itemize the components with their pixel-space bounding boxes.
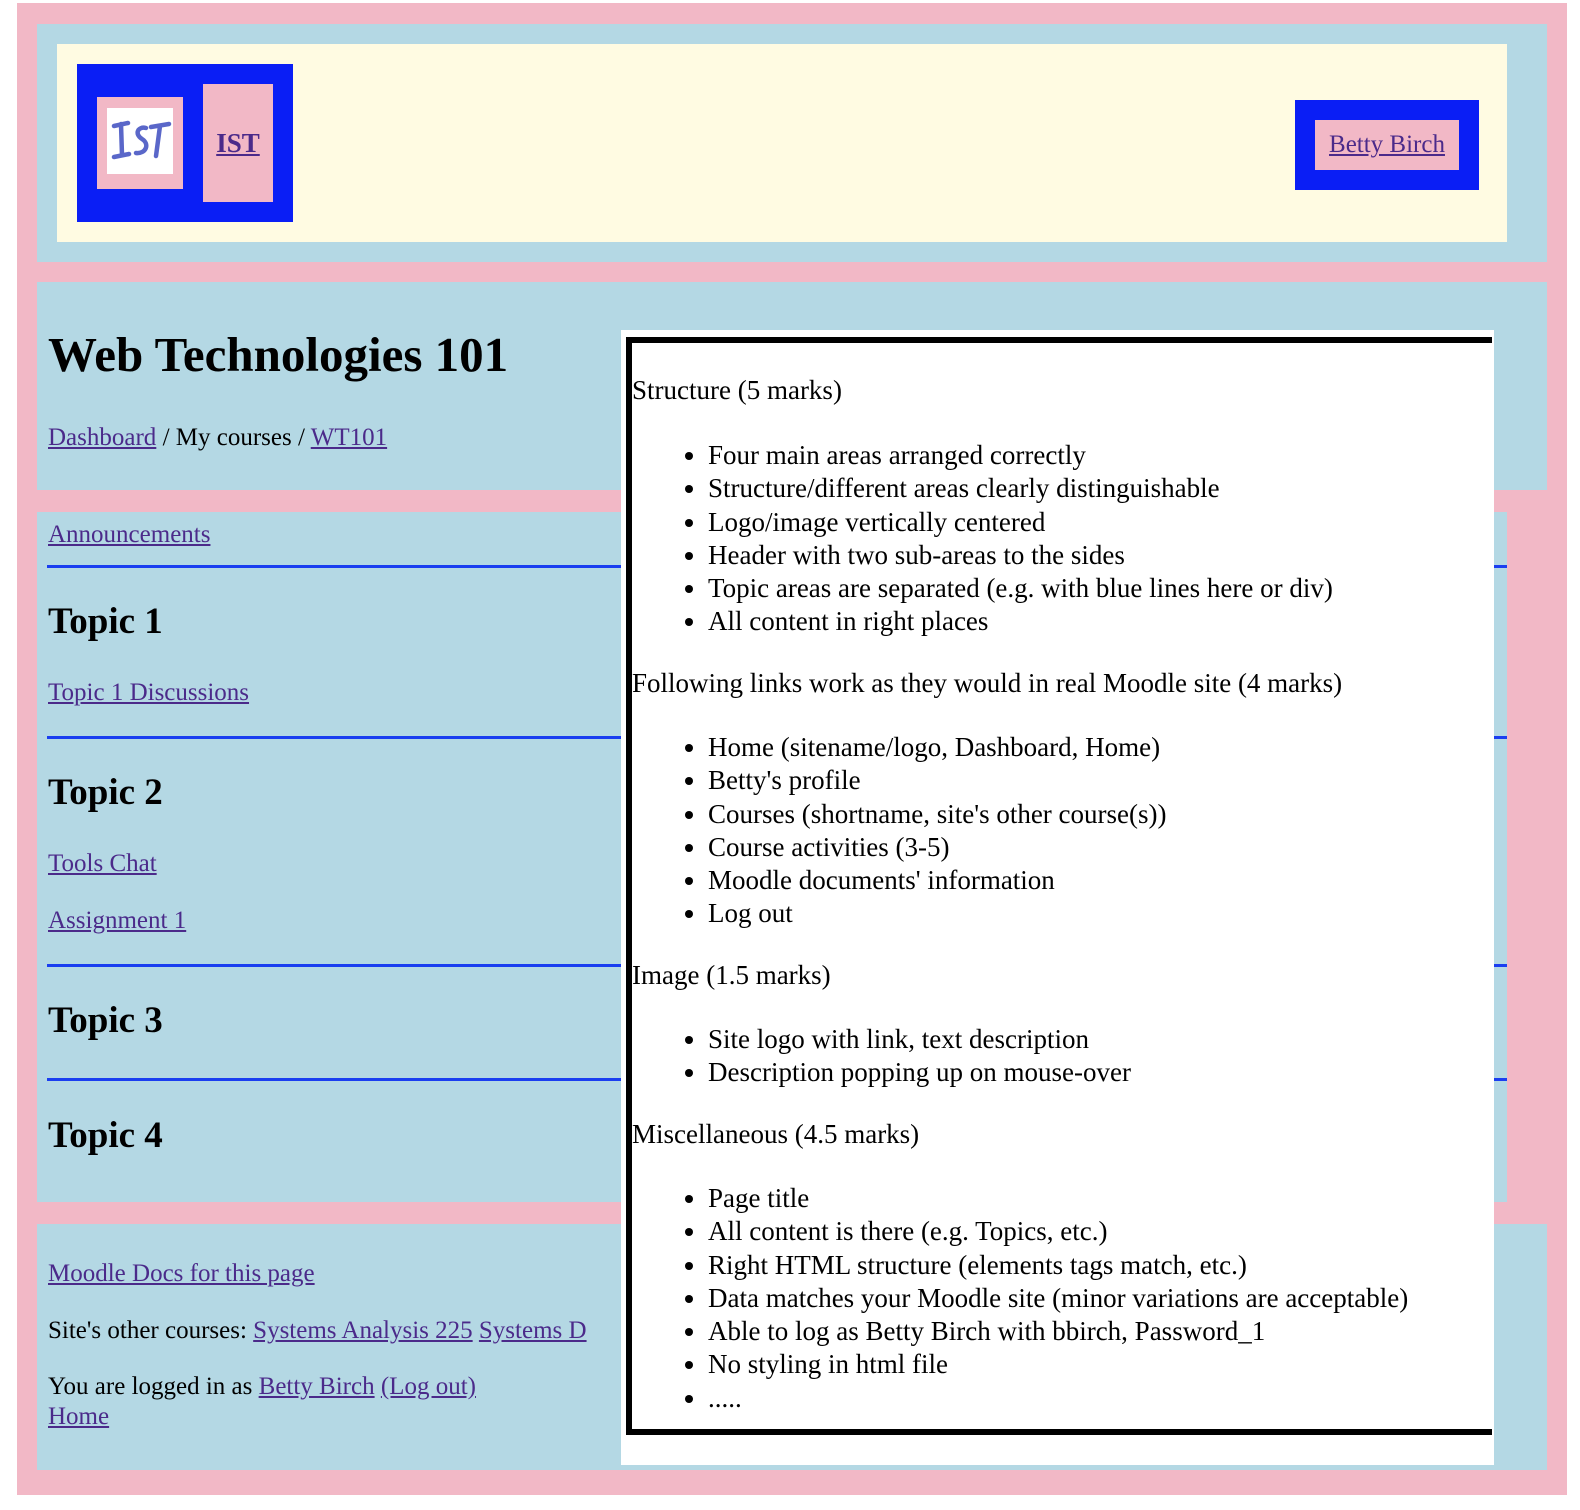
rubric-heading-structure: Structure (5 marks) <box>632 375 842 405</box>
rubric-item: • Home (sitename/logo, Dashboard, Home) <box>708 731 1167 764</box>
rubric-item: • Able to log as Betty Birch with bbirch, Password_1 <box>708 1315 1408 1348</box>
breadcrumb-course-link[interactable]: WT101 <box>310 424 388 451</box>
page-title: Web Technologies 101 <box>48 327 509 382</box>
sitename-box <box>203 84 273 202</box>
rubric-list-misc <box>632 1182 1408 1415</box>
other-courses-line <box>48 1317 587 1345</box>
rubric-item: • Betty's profile <box>708 764 1167 797</box>
breadcrumb-my-courses: My courses <box>175 424 292 451</box>
moodle-docs-link[interactable]: Moodle Docs for this page <box>48 1260 315 1287</box>
logged-in-prefix: You are logged in as <box>48 1373 259 1400</box>
logged-in-line <box>48 1373 476 1401</box>
rubric-item: • Course activities (3-5) <box>708 831 1167 864</box>
rubric-list-image <box>632 1023 1131 1090</box>
other-courses-label: Site's other courses: <box>48 1317 254 1344</box>
header-inner <box>57 44 1507 242</box>
topic-1-discussions-link[interactable]: Topic 1 Discussions <box>48 679 250 706</box>
rubric-item: • All content is there (e.g. Topics, etc.) <box>708 1215 1408 1248</box>
rubric-item: • Topic areas are separated (e.g. with blue lines here or div) <box>708 572 1333 605</box>
rubric-item: • No styling in html file <box>708 1348 1408 1381</box>
topic-3-title: Topic 3 <box>48 1000 163 1041</box>
marking-rubric <box>626 337 1492 1435</box>
header-band <box>37 24 1547 262</box>
course-link-systems-d[interactable]: Systems D <box>478 1317 587 1344</box>
user-profile-link[interactable]: Betty Birch <box>1329 131 1445 158</box>
topic-2-title: Topic 2 <box>48 772 163 813</box>
rubric-item: • Site logo with link, text description <box>708 1023 1131 1056</box>
rubric-item: • Right HTML structure (elements tags match, etc.) <box>708 1249 1408 1282</box>
rubric-list-links <box>632 731 1167 931</box>
rubric-item: • Description popping up on mouse-over <box>708 1056 1131 1089</box>
rubric-heading-image: Image (1.5 marks) <box>632 960 831 990</box>
user-link-wrap <box>1315 120 1459 170</box>
breadcrumb-dashboard-link[interactable]: Dashboard <box>48 424 157 451</box>
rubric-item: • Moodle documents' information <box>708 864 1167 897</box>
rubric-item: • All content in right places <box>708 605 1333 638</box>
course-link-systems-analysis[interactable]: Systems Analysis 225 <box>253 1317 473 1344</box>
home-link[interactable]: Home <box>48 1403 110 1430</box>
rubric-item: • Four main areas arranged correctly <box>708 439 1333 472</box>
rubric-list-structure <box>632 439 1333 639</box>
sitename-link[interactable]: IST <box>216 127 260 158</box>
rubric-item: • Courses (shortname, site's other course(s)) <box>708 798 1167 831</box>
rubric-item: • Structure/different areas clearly distinguishable <box>708 472 1333 505</box>
breadcrumb <box>48 424 387 452</box>
rubric-item: • Log out <box>708 897 1167 930</box>
rubric-item: • Header with two sub-areas to the sides <box>708 539 1333 572</box>
marking-rubric-panel <box>621 330 1494 1465</box>
rubric-heading-misc: Miscellaneous (4.5 marks) <box>632 1119 920 1149</box>
breadcrumb-separator: / <box>291 424 311 451</box>
topic-4-title: Topic 4 <box>48 1115 163 1156</box>
footer-user-link[interactable]: Betty Birch <box>258 1373 375 1400</box>
assignment-1-link[interactable]: Assignment 1 <box>48 907 187 934</box>
rubric-item: • ..... <box>708 1382 1408 1415</box>
ist-logo-icon <box>107 108 173 174</box>
breadcrumb-separator: / <box>156 424 176 451</box>
site-logo-image[interactable] <box>107 108 173 174</box>
rubric-heading-links: Following links work as they would in real Moodle site (4 marks) <box>632 668 1343 698</box>
logo-image-wrap[interactable] <box>97 97 183 189</box>
rubric-item: • Page title <box>708 1182 1408 1215</box>
topic-1-title: Topic 1 <box>48 601 163 642</box>
tools-chat-link[interactable]: Tools Chat <box>48 850 157 877</box>
user-menu-area <box>1295 100 1479 190</box>
rubric-item: • Data matches your Moodle site (minor variations are acceptable) <box>708 1282 1408 1315</box>
logo-area <box>77 64 293 222</box>
rubric-item: • Logo/image vertically centered <box>708 506 1333 539</box>
logout-link[interactable]: (Log out) <box>380 1373 476 1400</box>
announcements-link[interactable]: Announcements <box>48 521 211 548</box>
